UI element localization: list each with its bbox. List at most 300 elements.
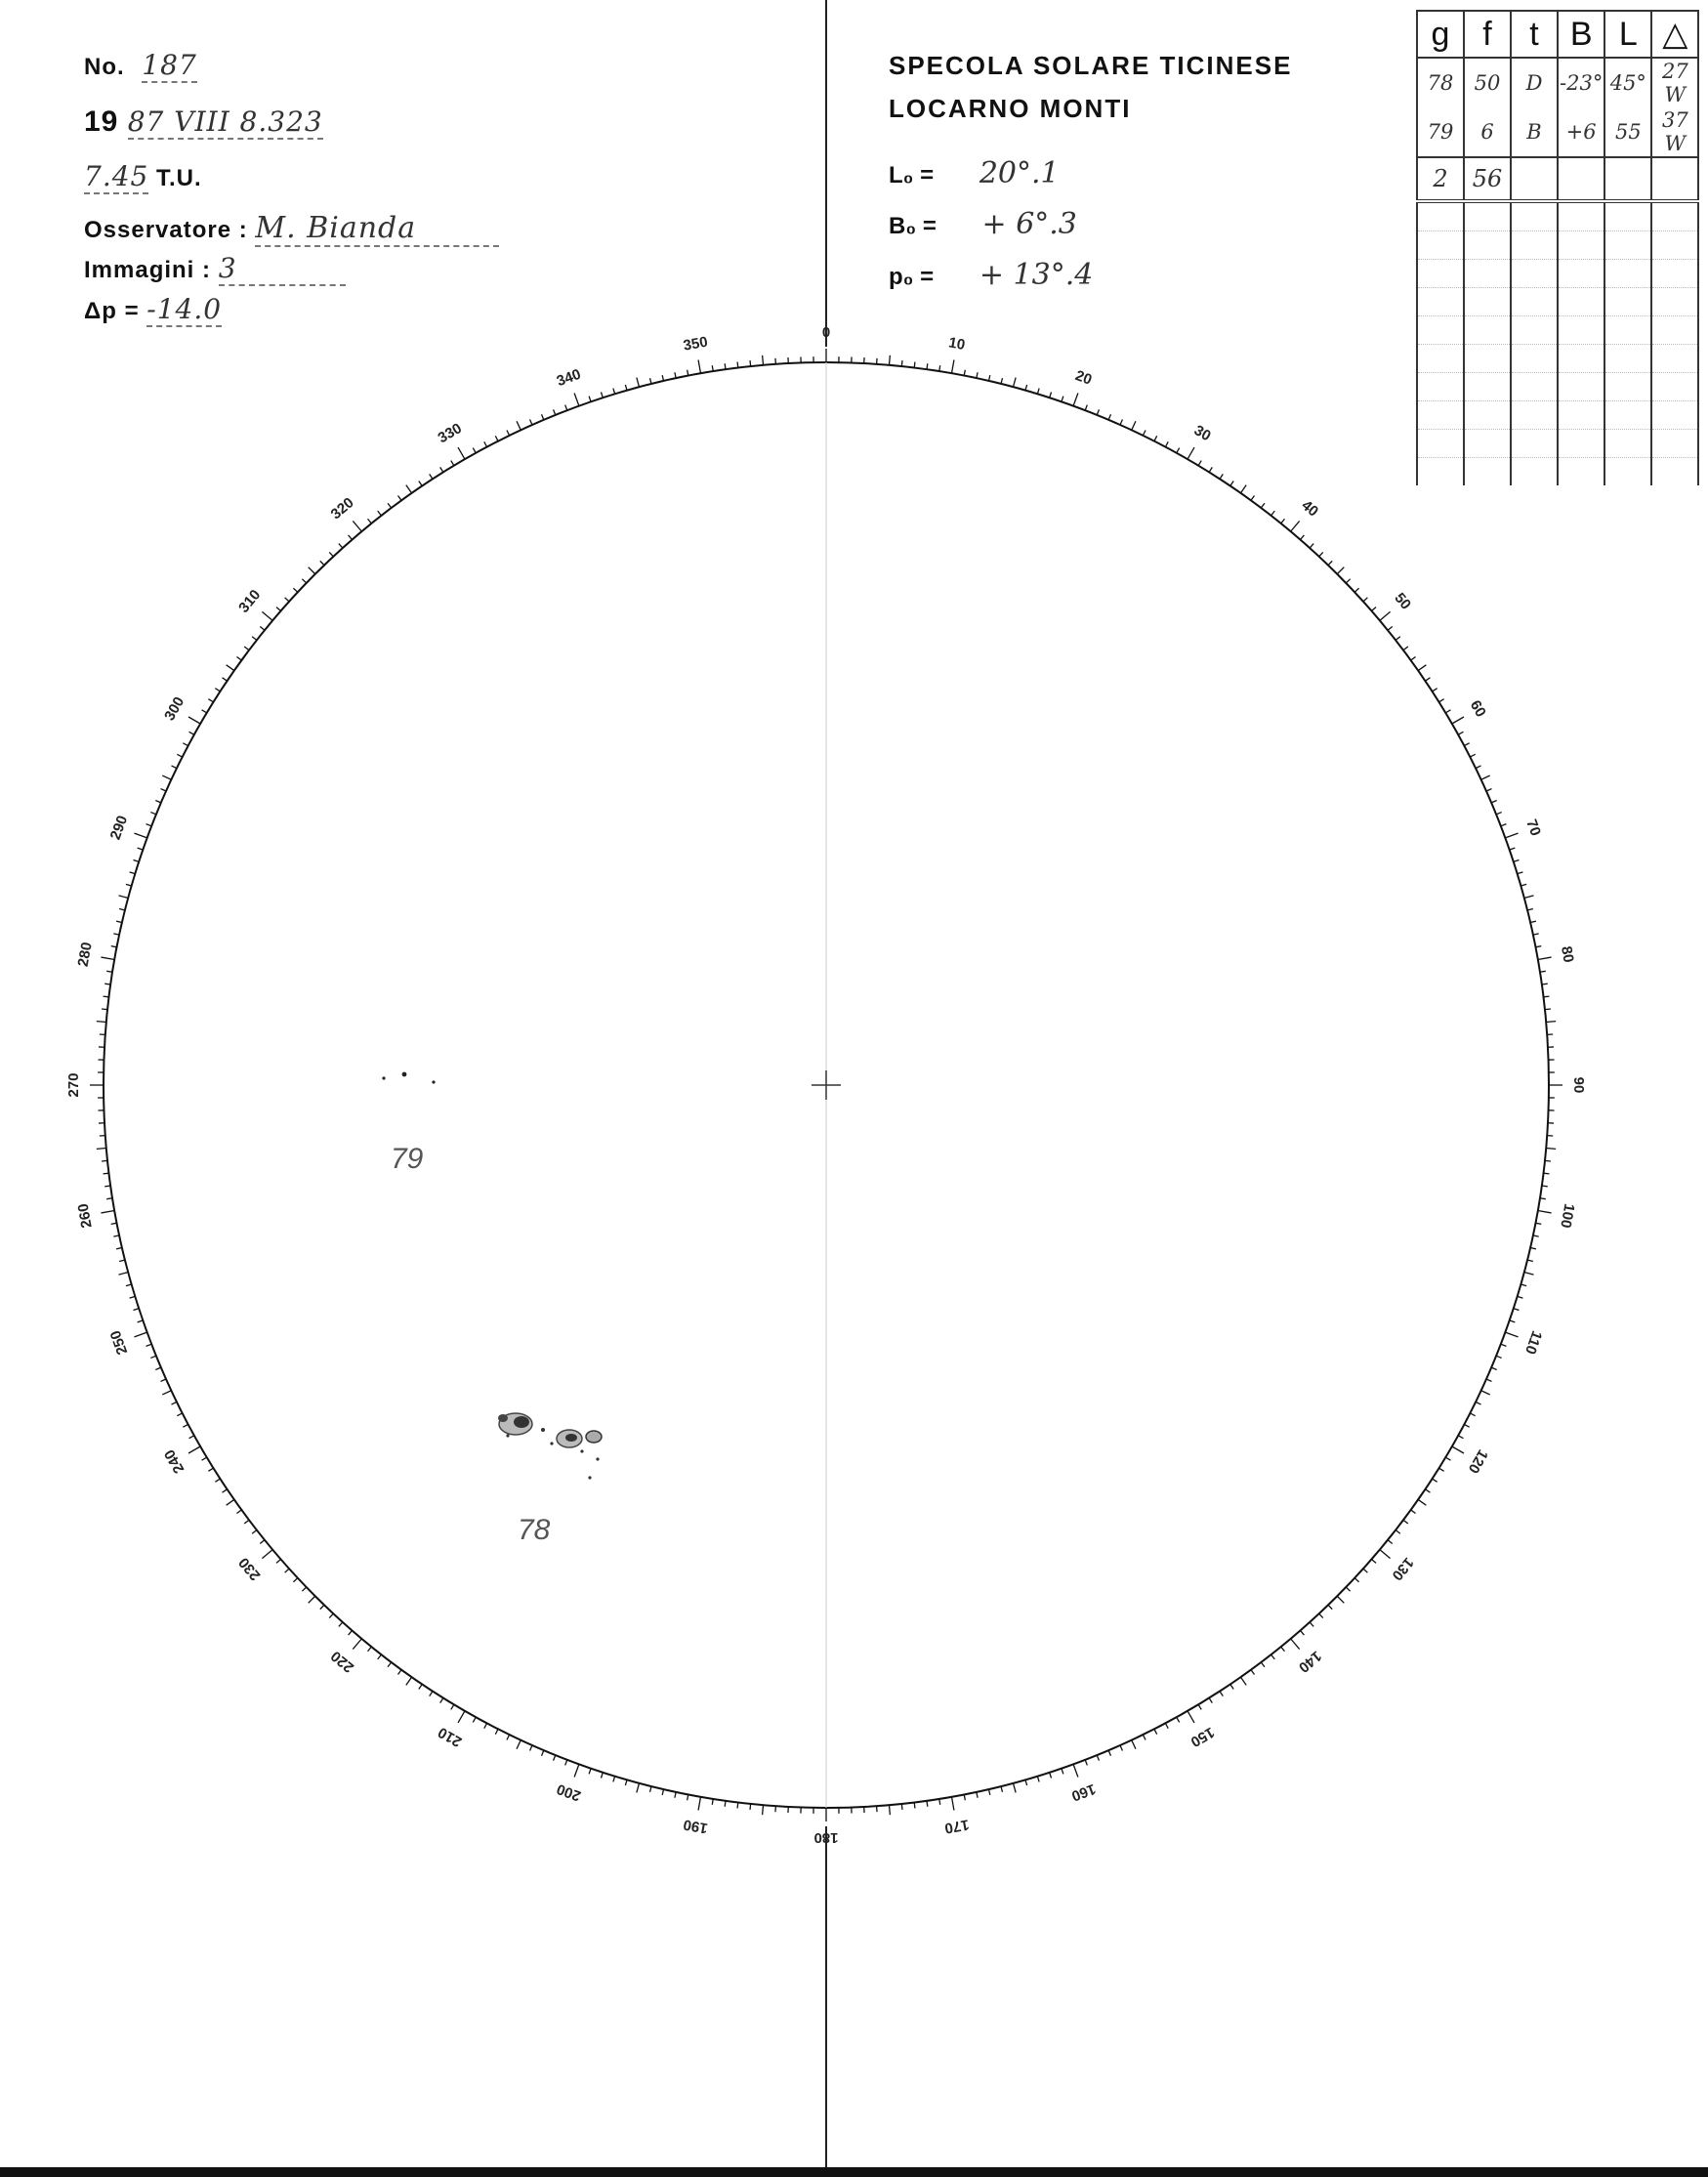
tick-mark — [1527, 909, 1533, 910]
tick-mark — [1240, 485, 1246, 493]
observer-value: M. Bianda — [255, 211, 499, 247]
tick-mark — [1097, 1755, 1099, 1761]
tick-mark — [1540, 971, 1546, 972]
tick-mark — [160, 1379, 165, 1381]
tick-mark — [458, 1711, 465, 1723]
tick-mark — [1014, 1783, 1017, 1793]
dial-label: 300 — [161, 693, 188, 724]
tick-mark — [1486, 789, 1491, 791]
tick-mark — [1535, 946, 1541, 947]
tick-mark — [1062, 1769, 1063, 1775]
tick-mark — [662, 375, 663, 381]
dial-label: 280 — [74, 941, 96, 969]
tick-mark — [244, 1520, 249, 1524]
tick-mark — [675, 372, 676, 378]
tick-mark — [293, 588, 297, 592]
tick-mark — [1445, 710, 1450, 713]
tick-mark — [1300, 1630, 1304, 1635]
tick-mark — [188, 717, 200, 724]
tick-mark — [473, 448, 476, 453]
col-g: g — [1417, 11, 1464, 58]
tick-mark — [440, 1698, 443, 1703]
table-cell: 78 — [1417, 58, 1464, 107]
tick-mark — [977, 1792, 978, 1798]
images-value: 3 — [219, 252, 346, 286]
dial-label: 200 — [554, 1779, 584, 1805]
tick-mark — [130, 1296, 136, 1298]
dial-label: 160 — [1068, 1779, 1099, 1805]
tick-mark — [1346, 579, 1350, 583]
col-delta: △ — [1651, 11, 1698, 58]
dial-label: 20 — [1072, 367, 1095, 389]
tick-mark — [177, 1413, 182, 1416]
tick-mark — [1354, 1578, 1358, 1582]
tick-mark — [126, 1284, 132, 1286]
tick-mark — [101, 1210, 114, 1212]
tick-mark — [1025, 1779, 1027, 1785]
tick-mark — [1310, 1622, 1313, 1626]
tick-mark — [977, 372, 978, 378]
tick-mark — [542, 1750, 544, 1756]
tick-mark — [1371, 607, 1376, 611]
tick-mark — [1097, 409, 1099, 415]
tick-mark — [223, 678, 228, 681]
tick-mark — [276, 607, 281, 611]
record-number-label: No. — [84, 54, 125, 80]
tick-mark — [1371, 1559, 1376, 1563]
tick-mark — [1496, 813, 1502, 815]
dial-label: 240 — [161, 1446, 188, 1477]
tick-mark — [1543, 996, 1549, 997]
tick-mark — [675, 1792, 676, 1798]
tick-mark — [988, 1789, 989, 1795]
tick-mark — [1396, 637, 1400, 641]
tick-mark — [1518, 872, 1523, 874]
dial-label: 0 — [821, 323, 831, 341]
tick-mark — [106, 1198, 112, 1199]
tick-mark — [914, 362, 915, 368]
tick-mark — [406, 1677, 412, 1685]
tick-mark — [565, 1760, 567, 1766]
tick-mark — [1261, 1662, 1265, 1667]
dial-label: 110 — [1521, 1328, 1546, 1357]
record-number-value: 187 — [142, 49, 197, 81]
tick-mark — [398, 495, 402, 500]
col-l: L — [1604, 11, 1651, 58]
tick-mark — [964, 1794, 965, 1800]
param-p0-label: p₀ = — [889, 264, 935, 290]
dial-label: 320 — [327, 494, 357, 523]
tick-mark — [484, 441, 487, 446]
tick-mark — [1476, 1402, 1480, 1404]
tick-mark — [368, 519, 372, 523]
tick-mark — [1521, 1284, 1526, 1286]
dial-label: 290 — [106, 813, 132, 843]
tick-mark — [589, 397, 591, 402]
tick-mark — [712, 365, 713, 371]
tick-mark — [134, 1309, 140, 1311]
tick-mark — [1165, 441, 1168, 446]
tick-mark — [901, 1804, 902, 1810]
tick-mark — [1271, 1654, 1275, 1659]
tick-mark — [1439, 1468, 1444, 1471]
tick-mark — [1481, 1391, 1490, 1395]
tick-mark — [1132, 1740, 1136, 1749]
tick-mark — [542, 414, 544, 420]
tick-mark — [113, 934, 119, 935]
tick-mark — [116, 1247, 122, 1248]
tick-mark — [262, 611, 272, 620]
tick-mark — [162, 1391, 171, 1395]
tick-mark — [106, 971, 112, 972]
dial-label: 220 — [327, 1647, 357, 1676]
tick-mark — [188, 1446, 200, 1453]
group-label-79: 79 — [391, 1143, 424, 1175]
tick-mark — [1037, 1777, 1039, 1782]
table-cell: 6 — [1464, 107, 1511, 157]
tick-mark — [329, 552, 333, 556]
tick-mark — [1514, 859, 1520, 861]
tick-mark — [1085, 1760, 1087, 1766]
tick-mark — [763, 356, 764, 365]
tick-mark — [1411, 1510, 1416, 1514]
tick-mark — [613, 1777, 615, 1782]
tick-mark — [102, 1009, 107, 1010]
tick-mark — [1328, 1605, 1332, 1609]
dial-label: 50 — [1391, 589, 1415, 613]
total-groups: 2 — [1417, 157, 1464, 201]
tick-mark — [589, 1769, 591, 1775]
col-b: B — [1558, 11, 1604, 58]
dial-label: 250 — [106, 1327, 132, 1358]
tick-mark — [1220, 474, 1223, 479]
tick-mark — [1328, 561, 1332, 565]
tick-mark — [1546, 1148, 1556, 1149]
tick-mark — [698, 1797, 700, 1811]
tick-mark — [1439, 699, 1444, 702]
tick-mark — [138, 848, 144, 850]
tick-mark — [189, 732, 194, 734]
tick-mark — [97, 1022, 106, 1023]
tick-mark — [419, 481, 422, 486]
tick-mark — [1037, 389, 1039, 395]
tick-mark — [134, 833, 146, 838]
dial-label: 330 — [435, 420, 465, 447]
tick-mark — [339, 544, 343, 548]
dial-label: 170 — [942, 1816, 971, 1837]
tick-mark — [113, 1235, 119, 1236]
tick-mark — [1108, 414, 1110, 420]
tick-mark — [262, 1550, 272, 1559]
dial-label: 90 — [1570, 1076, 1588, 1094]
dial-label: 100 — [1557, 1201, 1578, 1230]
tick-mark — [309, 1596, 315, 1603]
tick-mark — [1187, 1711, 1194, 1723]
tick-mark — [650, 1786, 651, 1792]
tick-mark — [1380, 1550, 1391, 1559]
tick-mark — [104, 1186, 110, 1187]
tick-mark — [126, 884, 132, 886]
tick-mark — [111, 946, 117, 947]
tick-mark — [171, 766, 176, 769]
tick-mark — [1001, 378, 1002, 384]
tick-mark — [1433, 689, 1437, 691]
tick-mark — [939, 1799, 940, 1805]
tick-mark — [1354, 588, 1358, 592]
tick-mark — [208, 1468, 213, 1471]
tick-mark — [339, 1622, 343, 1626]
tick-mark — [138, 1320, 144, 1322]
group-label-78: 78 — [518, 1514, 551, 1546]
tick-mark — [116, 921, 122, 922]
tick-mark — [1388, 627, 1393, 631]
table-cell: 50 — [1464, 58, 1511, 107]
tick-mark — [737, 1802, 738, 1808]
observer-label: Osservatore : — [84, 217, 248, 243]
table-cell: -23° — [1558, 58, 1604, 107]
observatory-name: SPECOLA SOLARE TICINESE — [889, 51, 1293, 80]
tick-mark — [687, 1794, 688, 1800]
tick-mark — [1062, 397, 1063, 402]
tick-mark — [353, 521, 361, 531]
dial-label: 60 — [1466, 697, 1489, 721]
tick-mark — [104, 996, 109, 997]
tick-mark — [155, 801, 161, 803]
tick-mark — [252, 1530, 257, 1534]
tick-mark — [1470, 1413, 1475, 1416]
tick-mark — [517, 421, 521, 430]
dial-label: 230 — [235, 1554, 265, 1584]
tick-mark — [227, 1499, 234, 1505]
tick-mark — [111, 1223, 117, 1224]
tick-mark — [914, 1802, 915, 1808]
dial-label: 210 — [435, 1723, 465, 1750]
tick-mark — [208, 699, 213, 702]
tick-mark — [1530, 1247, 1536, 1248]
tick-mark — [349, 1630, 353, 1635]
tick-mark — [183, 1424, 187, 1427]
tick-mark — [97, 1148, 106, 1149]
tick-mark — [1491, 801, 1497, 803]
tick-mark — [177, 754, 182, 757]
tick-mark — [1524, 896, 1534, 899]
dial-label: 70 — [1522, 816, 1544, 839]
tick-mark — [1533, 1235, 1539, 1236]
tick-mark — [1524, 1273, 1534, 1276]
tick-mark — [102, 1160, 107, 1161]
tick-mark — [1050, 1773, 1052, 1779]
tick-mark — [1154, 436, 1157, 440]
tick-mark — [517, 1740, 521, 1749]
tick-mark — [1496, 1356, 1502, 1358]
tick-mark — [495, 436, 498, 440]
tick-mark — [1120, 419, 1122, 424]
tick-mark — [1545, 1009, 1551, 1010]
date-value: 87 VIII 8.323 — [127, 105, 323, 138]
tick-mark — [1187, 447, 1194, 459]
tick-mark — [378, 1654, 382, 1659]
delta-p-value: -14.0 — [146, 293, 223, 325]
tick-mark — [1458, 1436, 1463, 1439]
tick-mark — [236, 1510, 241, 1514]
tick-mark — [1346, 1587, 1350, 1591]
tick-mark — [1445, 1457, 1450, 1460]
dial-label: 340 — [554, 365, 584, 391]
tick-mark — [1411, 657, 1416, 661]
tick-mark — [1418, 665, 1426, 671]
tick-mark — [1050, 393, 1052, 398]
tick-mark — [171, 1402, 176, 1404]
tick-mark — [495, 1729, 498, 1734]
tick-mark — [1291, 521, 1300, 531]
tick-mark — [1281, 1647, 1285, 1652]
tick-mark — [1470, 754, 1475, 757]
tick-mark — [440, 467, 443, 472]
tick-mark — [507, 1735, 510, 1739]
tick-mark — [1491, 1367, 1497, 1369]
tick-mark — [1319, 552, 1323, 556]
tick-mark — [1261, 503, 1265, 508]
tick-mark — [1510, 848, 1516, 850]
tick-mark — [1300, 535, 1304, 540]
tick-mark — [223, 1489, 228, 1492]
tick-mark — [329, 1613, 333, 1617]
tick-mark — [1108, 1750, 1110, 1756]
tick-mark — [927, 363, 928, 369]
tick-mark — [1388, 1540, 1393, 1544]
time-unit: T.U. — [156, 165, 202, 191]
tick-mark — [1291, 1639, 1300, 1650]
delta-p-label: Δp = — [84, 298, 140, 324]
tick-mark — [1001, 1786, 1002, 1792]
tick-mark — [1198, 1704, 1201, 1709]
tick-mark — [1073, 1764, 1078, 1777]
total-spots: 56 — [1464, 157, 1511, 201]
tick-mark — [554, 409, 556, 415]
tick-mark — [1538, 957, 1552, 959]
tick-mark — [1433, 1479, 1437, 1482]
dial-label: 190 — [682, 1816, 710, 1837]
dial-label: 260 — [74, 1201, 96, 1230]
tick-mark — [650, 378, 651, 384]
tick-mark — [451, 1704, 454, 1709]
tick-mark — [1120, 1745, 1122, 1750]
tick-mark — [202, 1457, 207, 1460]
tick-mark — [1198, 461, 1201, 466]
tick-mark — [1165, 1723, 1168, 1728]
param-b0-value: + 6°.3 — [981, 207, 1077, 241]
tick-mark — [507, 430, 510, 435]
tick-mark — [146, 824, 152, 826]
tick-mark — [1337, 567, 1344, 574]
param-l0-label: L₀ = — [889, 162, 935, 188]
tick-mark — [1319, 1613, 1323, 1617]
tick-mark — [939, 365, 940, 371]
dial-label: 350 — [682, 333, 710, 355]
sunspot-group-79 — [382, 1072, 435, 1084]
tick-mark — [1085, 405, 1087, 411]
tick-mark — [406, 485, 412, 493]
tick-mark — [388, 503, 392, 508]
tick-mark — [119, 1273, 129, 1276]
tick-mark — [1025, 385, 1027, 391]
tick-mark — [285, 598, 289, 602]
tick-mark — [430, 474, 433, 479]
tick-mark — [1464, 743, 1469, 746]
tick-mark — [601, 1773, 603, 1779]
tick-mark — [613, 389, 615, 395]
tick-mark — [1177, 448, 1180, 453]
tick-mark — [725, 363, 726, 369]
tick-mark — [202, 710, 207, 713]
tick-mark — [1521, 884, 1526, 886]
tick-mark — [1476, 766, 1480, 769]
tick-mark — [1143, 430, 1146, 435]
dial-label: 270 — [64, 1072, 82, 1098]
tick-mark — [1538, 1210, 1552, 1212]
tick-mark — [451, 461, 454, 466]
tick-mark — [1220, 1692, 1223, 1696]
tick-mark — [378, 511, 382, 516]
tick-mark — [1486, 1379, 1491, 1381]
tick-mark — [1514, 1309, 1520, 1311]
tick-mark — [1403, 647, 1408, 650]
tick-mark — [951, 1797, 953, 1811]
tick-mark — [119, 1260, 125, 1261]
tick-mark — [1363, 1569, 1367, 1572]
tick-mark — [565, 405, 567, 411]
table-cell: 45° — [1604, 58, 1651, 107]
time-value: 7.45 — [84, 160, 149, 192]
tick-mark — [320, 1605, 324, 1609]
tick-mark — [349, 535, 353, 540]
observatory-location: LOCARNO MONTI — [889, 94, 1132, 123]
table-cell: 27 W — [1651, 58, 1698, 107]
tick-mark — [712, 1799, 713, 1805]
tick-mark — [889, 1805, 890, 1815]
tick-mark — [1542, 1186, 1548, 1187]
dial-label: 80 — [1558, 944, 1577, 964]
tick-mark — [1143, 1735, 1146, 1739]
tick-mark — [1014, 378, 1017, 388]
tick-mark — [293, 1578, 297, 1582]
col-t: t — [1511, 11, 1558, 58]
tick-mark — [1510, 1320, 1516, 1322]
tick-mark — [160, 789, 165, 791]
table-cell: D — [1511, 58, 1558, 107]
tick-mark — [1505, 833, 1518, 838]
tick-mark — [1154, 1729, 1157, 1734]
tick-mark — [763, 1805, 764, 1815]
tick-mark — [101, 957, 114, 959]
tick-mark — [601, 393, 603, 398]
tick-mark — [134, 859, 140, 861]
tick-mark — [458, 447, 465, 459]
tick-mark — [1425, 1489, 1430, 1492]
tick-mark — [398, 1670, 402, 1675]
tick-mark — [625, 1779, 627, 1785]
dial-label: 30 — [1190, 422, 1214, 445]
tick-mark — [1209, 1698, 1212, 1703]
tick-mark — [1425, 678, 1430, 681]
tick-mark — [964, 370, 965, 376]
tick-mark — [119, 909, 125, 910]
tick-mark — [320, 561, 324, 565]
tick-mark — [183, 743, 187, 746]
tick-mark — [1363, 598, 1367, 602]
tick-mark — [625, 385, 627, 391]
tick-mark — [162, 775, 171, 779]
